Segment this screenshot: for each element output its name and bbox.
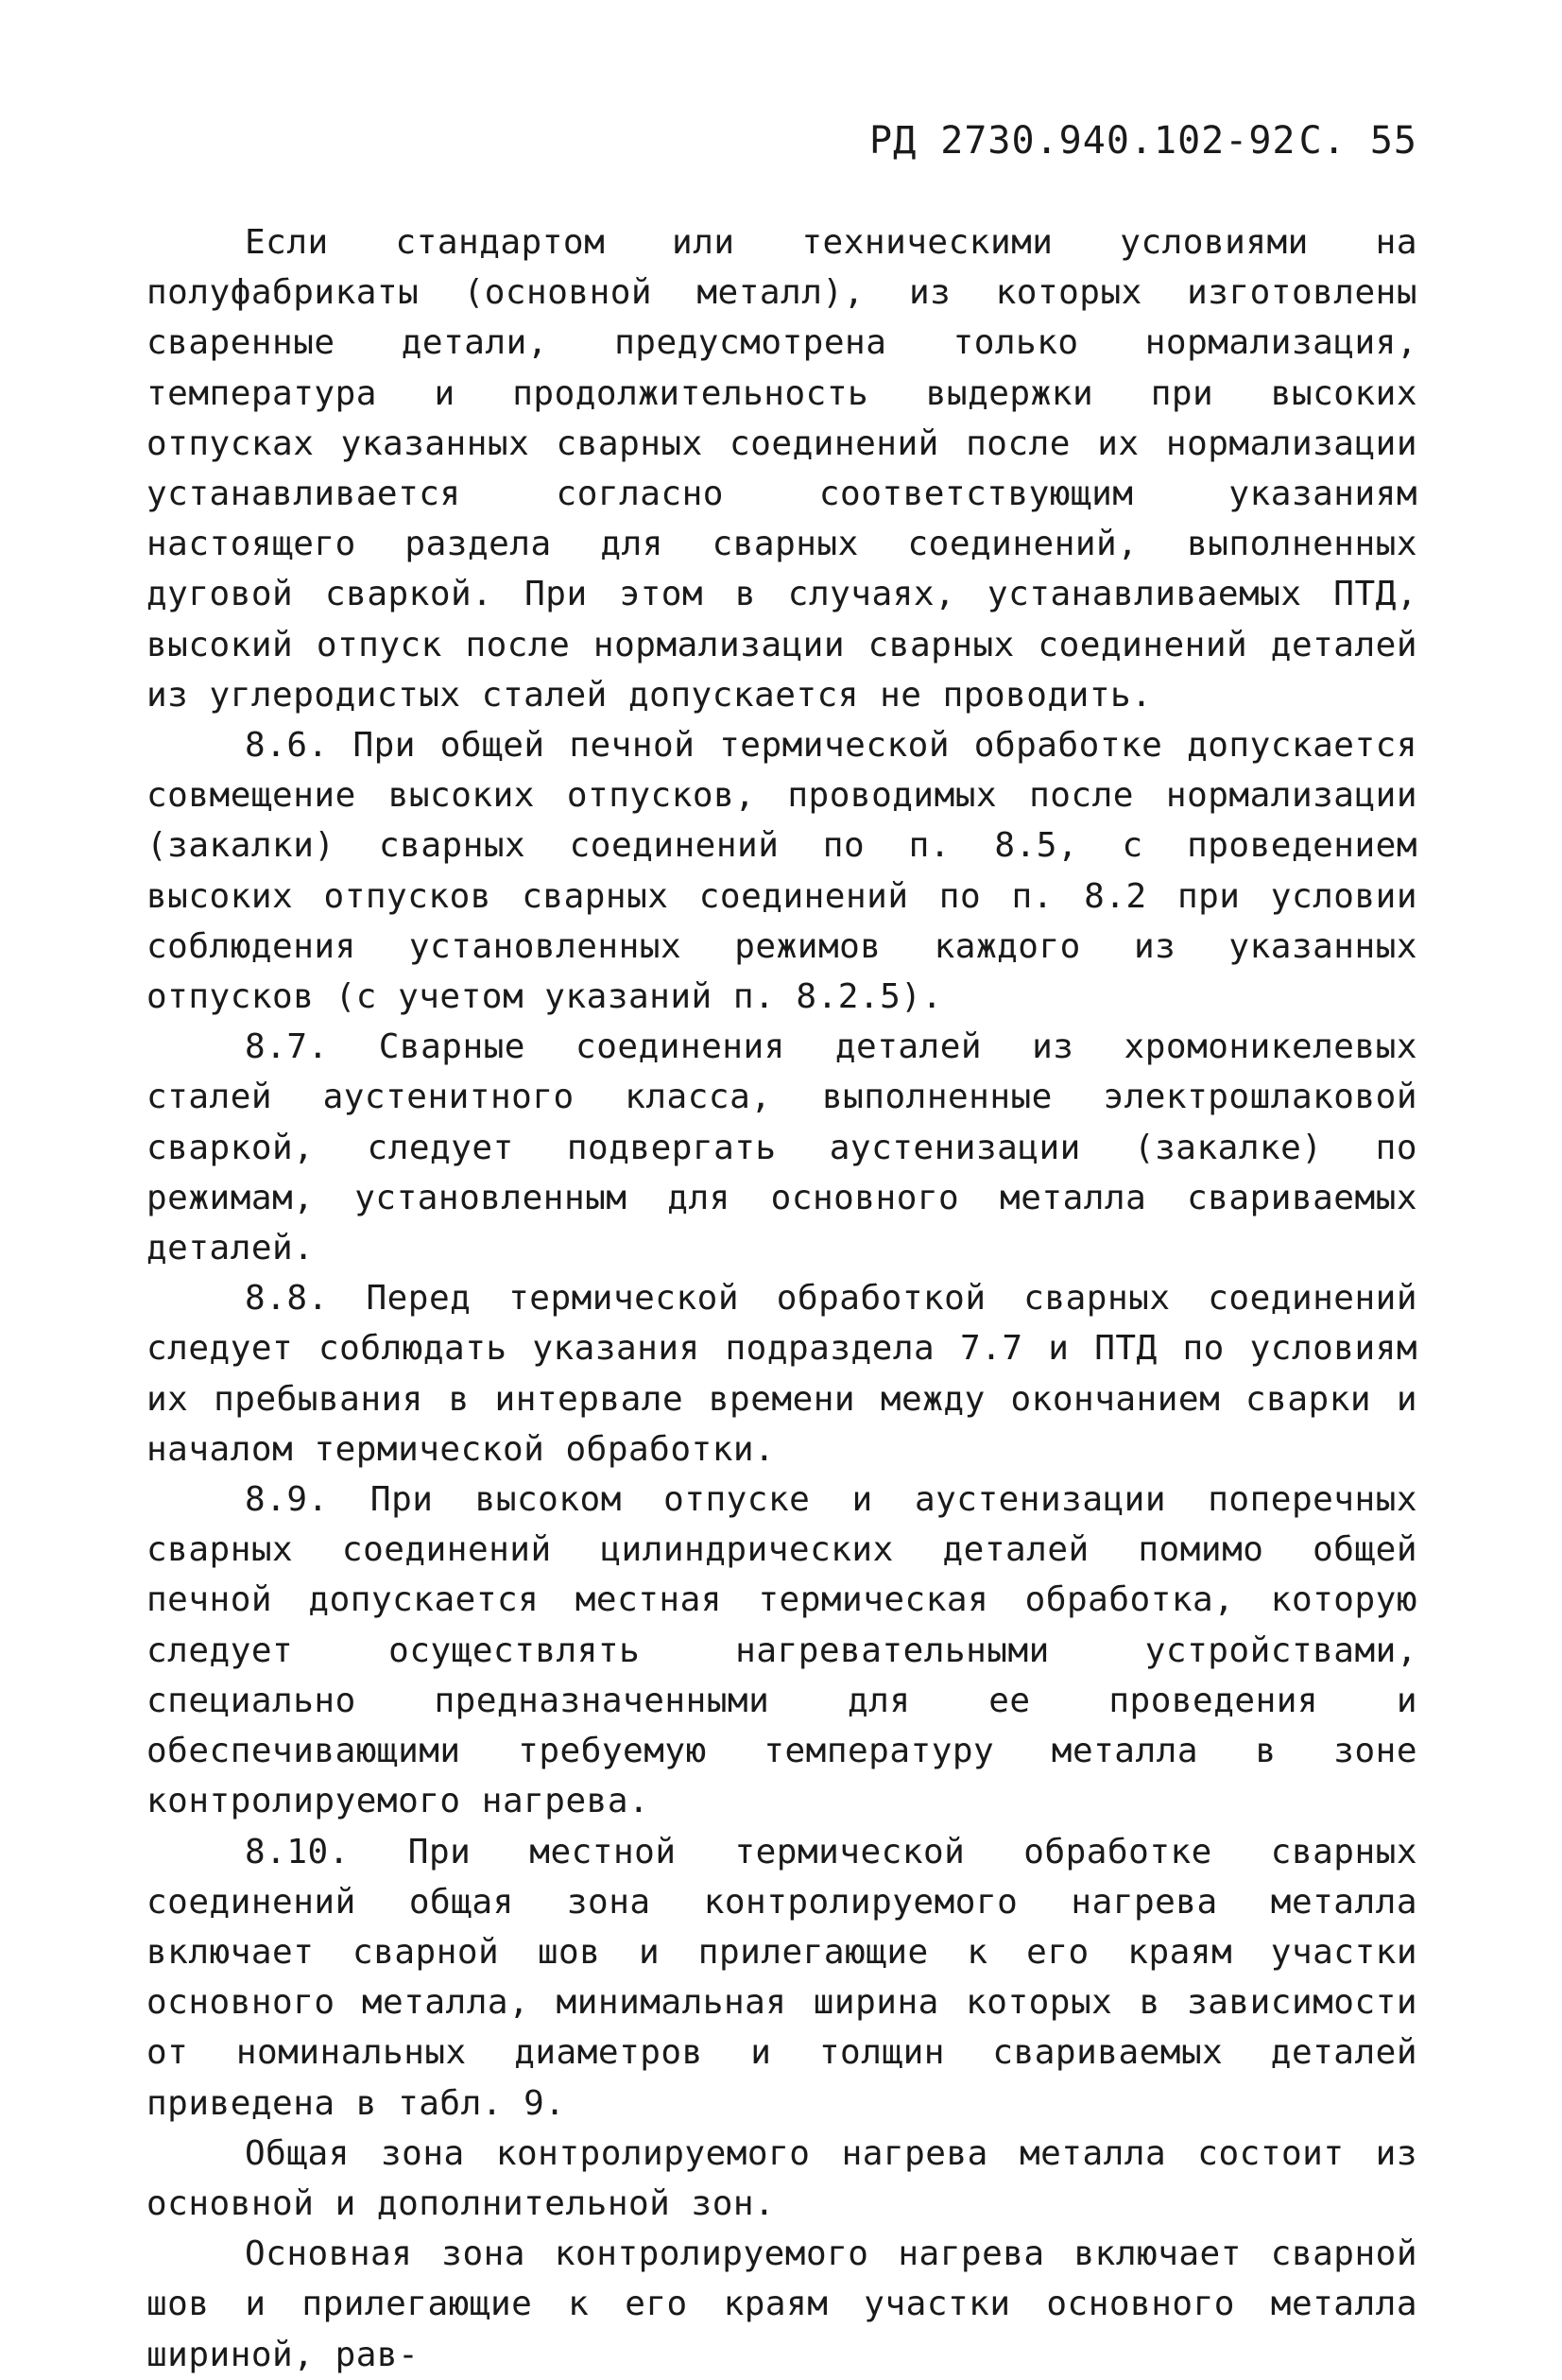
paragraph-8-10: 8.10. При местной термической обработке сварных соединений общая зона контролируемого нагрева металла включает сварной шов и прилегающие к его краям участки основного металла, минимальная ширина которых в зависимости от номинальных диаметров и толщин свариваемых деталей приведена в табл. 9. — [146, 1832, 1417, 2123]
page-number: С. 55 — [1298, 119, 1417, 163]
paragraph-8-7: 8.7. Сварные соединения деталей из хромоникелевых сталей аустенитного класса, выполненные электрошлаковой сваркой, следует подвергать аустенизации (закалке) по режимам, установленным для основного металла свариваемых деталей. — [146, 1027, 1417, 1268]
paragraph-8-6: 8.6. При общей печной термической обработке допускается совмещение высоких отпусков, проводимых после нормализации (закалки) сварных соединений по п. 8.5, с проведением высоких отпусков сварных соединений по п. 8.2 при условии соблюдения установленных режимов каждого из указанных отпусков (с учетом указаний п. 8.2.5). — [146, 726, 1417, 1017]
document-code: РД 2730.940.102-92 — [869, 119, 1296, 163]
paragraph-8-9: 8.9. При высоком отпуске и аустенизации поперечных сварных соединений цилиндрических деталей помимо общей печной допускается местная термическая обработка, которую следует осуществлять нагревательными устройствами, специально предназначенными для ее проведения и обеспечивающими требуемую температуру металла в зоне контролируемого нагрева. — [146, 1480, 1417, 1821]
paragraph-normalization: Если стандартом или техническими условиями на полуфабрикаты (основной металл), из которых изготовлены сваренные детали, предусмотрена только нормализация, температура и продолжительность выдержки при высоких отпусках указанных сварных соединений после их нормализации устанавливается согласно соответствующим указаниям настоящего раздела для сварных соединений, выполненных дуговой сваркой. При этом в случаях, устанавливаемых ПТД, высокий отпуск после нормализации сварных соединений деталей из углеродистых сталей допускается не проводить. — [146, 223, 1417, 715]
paragraph-total-zone: Общая зона контролируемого нагрева металла состоит из основной и дополнительной зон. — [146, 2133, 1417, 2223]
body-text — [146, 217, 1417, 2380]
paragraph-main-zone: Основная зона контролируемого нагрева включает сварной шов и прилегающие к его краям участки основного металла шириной, рав- — [146, 2234, 1417, 2374]
page-header — [869, 119, 1417, 176]
paragraph-8-8: 8.8. Перед термической обработкой сварных соединений следует соблюдать указания подраздела 7.7 и ПТД по условиям их пребывания в интервале времени между окончанием сварки и началом термической обработки. — [146, 1279, 1417, 1469]
